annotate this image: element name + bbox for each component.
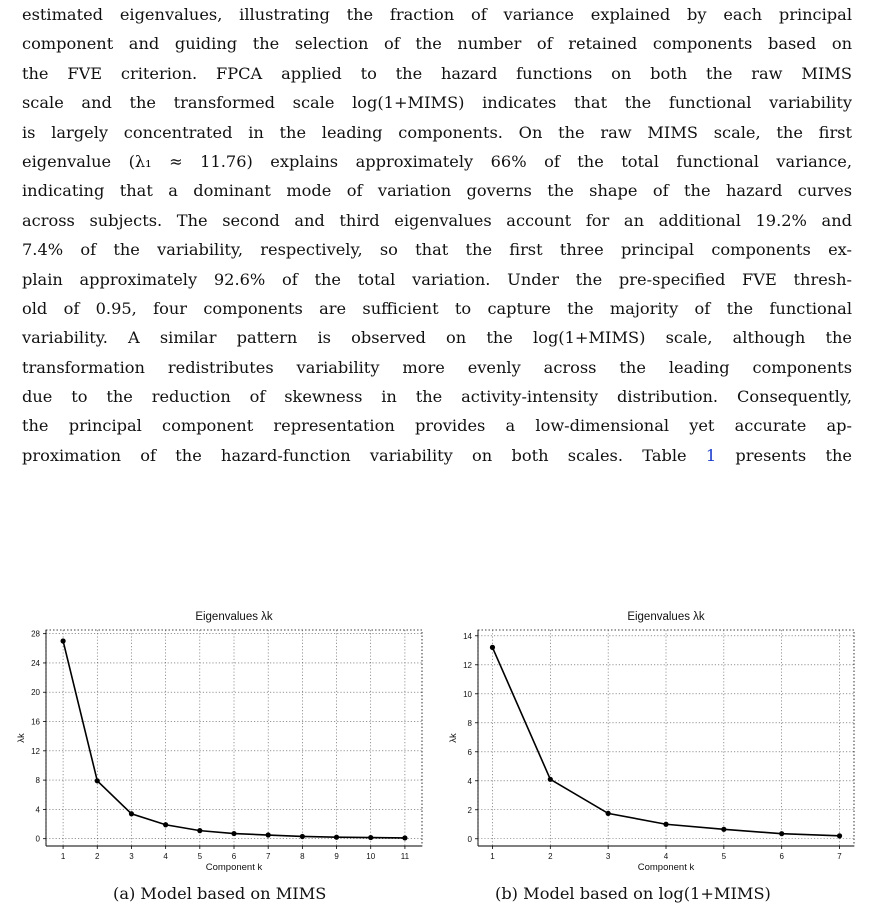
paragraph-line: transformation redistributes variability more evenly across the leading components	[22, 357, 852, 377]
x-axis-label: Component k	[637, 862, 695, 873]
x-tick-label: 1	[60, 852, 66, 861]
paragraph-line-text: proximation of the hazard-function variability on both scales.	[22, 445, 624, 465]
y-tick-label: 0	[467, 834, 472, 844]
x-tick-label: 10	[366, 852, 376, 861]
y-tick-label: 2	[467, 805, 472, 815]
x-tick-label: 4	[663, 852, 669, 861]
chart-a	[14, 606, 434, 876]
eigenvalue-point	[197, 828, 202, 833]
y-tick-label: 12	[463, 660, 472, 670]
x-tick-label: 5	[721, 852, 727, 861]
x-tick-label: 8	[300, 852, 305, 861]
caption-b: (b) Model based on log(1+MIMS)	[495, 884, 771, 903]
y-tick-label: 4	[467, 776, 472, 786]
paragraph-line: across subjects. The second and third eigenvalues account for an additional 19.2% and	[22, 210, 852, 230]
caption-a: (a) Model based on MIMS	[113, 884, 327, 903]
figure-b	[446, 606, 866, 876]
y-tick-label: 0	[35, 834, 40, 844]
eigenvalue-point	[231, 831, 236, 836]
x-tick-label: 11	[400, 852, 410, 861]
paragraph-line: eigenvalue (λ₁ ≈ 11.76) explains approximately 66% of the total functional variance,	[22, 151, 852, 171]
y-tick-label: 8	[467, 718, 472, 728]
eigenvalue-point	[490, 645, 495, 650]
paragraph-line: plain approximately 92.6% of the total variation. Under the pre-specified FVE thresh-	[22, 269, 852, 289]
paragraph-line: is largely concentrated in the leading components. On the raw MIMS scale, the first	[22, 122, 852, 142]
y-tick-label: 20	[31, 688, 40, 698]
paragraph-line	[22, 441, 852, 470]
figure-a	[14, 606, 434, 876]
eigenvalue-point	[334, 835, 339, 840]
y-axis-label: λk	[448, 733, 459, 743]
y-tick-label: 10	[463, 689, 472, 699]
eigenvalue-point	[368, 835, 373, 840]
y-tick-label: 24	[31, 658, 40, 668]
table-reference-link[interactable]: 1	[705, 445, 717, 465]
paragraph-line: indicating that a dominant mode of variation governs the shape of the hazard curves	[22, 181, 852, 201]
paragraph-line: old of 0.95, four components are sufficient to capture the majority of the functional	[22, 298, 852, 318]
paragraph-line: the principal component representation provides a low-dimensional yet accurate ap-	[22, 416, 852, 436]
eigenvalue-point	[163, 822, 168, 827]
eigenvalue-point	[300, 834, 305, 839]
x-tick-label: 4	[163, 852, 168, 861]
y-tick-label: 6	[467, 747, 472, 757]
y-tick-label: 14	[463, 631, 472, 641]
chart-title: Eigenvalues λk	[627, 611, 705, 623]
y-tick-label: 12	[31, 746, 40, 756]
x-tick-label: 5	[197, 852, 203, 861]
x-tick-label: 6	[231, 852, 237, 861]
x-tick-label: 6	[779, 852, 784, 861]
paragraph-line: scale and the transformed scale log(1+MIMS) indicates that the functional variability	[22, 93, 852, 113]
paragraph-line: variability. A similar pattern is observed on the log(1+MIMS) scale, although the	[22, 328, 852, 348]
chart-b	[446, 606, 866, 876]
y-tick-label: 4	[35, 805, 40, 815]
eigenvalue-point	[60, 638, 65, 643]
y-tick-label: 8	[35, 776, 40, 786]
eigenvalue-point	[721, 827, 726, 832]
x-tick-label: 7	[837, 852, 842, 861]
x-tick-label: 2	[95, 852, 100, 861]
eigenvalue-point	[837, 833, 842, 838]
eigenvalue-point	[663, 822, 668, 827]
y-tick-label: 16	[31, 717, 40, 727]
eigenvalue-point	[606, 811, 611, 816]
body-paragraph	[22, 0, 852, 470]
paragraph-line: 7.4% of the variability, respectively, so that the first three principal components ex-	[22, 240, 852, 260]
chart-title: Eigenvalues λk	[195, 611, 273, 623]
x-tick-label: 3	[605, 852, 611, 861]
x-tick-label: 9	[334, 852, 339, 861]
y-tick-label: 28	[31, 629, 40, 639]
x-axis-label: Component k	[205, 862, 263, 873]
paragraph-line: estimated eigenvalues, illustrating the fraction of variance explained by each principal	[22, 5, 852, 24]
eigenvalue-point	[129, 811, 134, 816]
y-axis-label: λk	[16, 733, 27, 743]
eigenvalue-point	[402, 835, 407, 840]
x-tick-label: 3	[129, 852, 134, 861]
eigenvalue-point	[95, 778, 100, 783]
paragraph-line: the FVE criterion. FPCA applied to the hazard functions on both the raw MIMS	[22, 63, 852, 83]
x-tick-label: 2	[548, 852, 553, 861]
paragraph-line: due to the reduction of skewness in the activity-intensity distribution. Consequently,	[22, 387, 852, 407]
x-tick-label: 1	[490, 852, 495, 861]
x-tick-label: 7	[265, 852, 271, 861]
eigenvalue-point	[779, 831, 784, 836]
eigenvalue-point	[266, 832, 271, 837]
paragraph-line: component and guiding the selection of the number of retained components based on	[22, 34, 852, 54]
paragraph-line-text: Table	[623, 445, 706, 465]
paragraph-line-text: presents the	[716, 445, 852, 465]
eigenvalue-point	[548, 777, 553, 782]
